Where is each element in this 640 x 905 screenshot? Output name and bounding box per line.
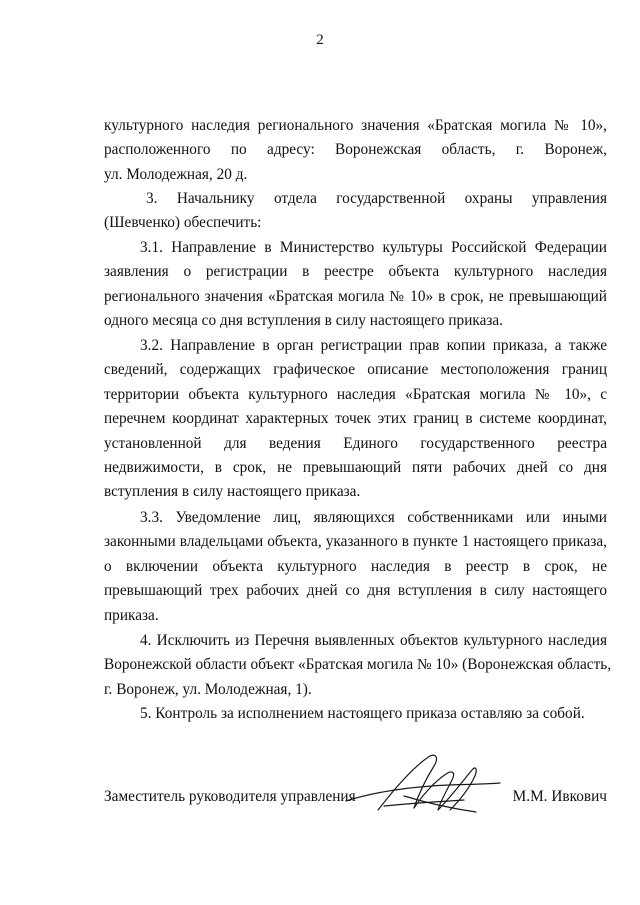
text-line: культурного наследия регионального значения «Братская могила № 10», [104, 117, 607, 134]
text-line: 4. Исключить из Перечня выявленных объектов культурного наследия [140, 632, 607, 649]
text-line: регионального значения «Братская могила № 10» в срок, не превышающий [104, 287, 607, 305]
text-line: расположенного по адресу: Воронежская область, г. Воронеж, [104, 141, 607, 159]
paragraph-point-3 [104, 187, 607, 236]
paragraph-point-4 [104, 629, 612, 702]
text-line: вступления в силу настоящего приказа. [104, 483, 361, 501]
text-line: территории объекта культурного наследия «Братская могила № 10», с [104, 385, 607, 403]
text-line: 3.3. Уведомление лиц, являющихся собственниками или иными [140, 509, 607, 526]
text-line: ул. Молодежная, 20 д. [104, 165, 248, 183]
text-line: законными владельцами объекта, указанного в пункте 1 настоящего приказа, [104, 533, 607, 551]
paragraph-point-3-3 [104, 506, 607, 628]
page-number: 2 [316, 32, 324, 48]
paragraph-point-3-2 [104, 334, 607, 505]
signatory-name: М.М. Ивкович [512, 788, 607, 805]
text-line: недвижимости, в срок, не превышающий пяти рабочих дней со дня [104, 459, 607, 477]
text-line: 3.1. Направление в Министерство культуры Российской Федерации [140, 239, 607, 256]
text-line: (Шевченко) обеспечить: [104, 214, 262, 232]
text-line: приказа. [104, 606, 159, 624]
text-line: сведений, содержащих графическое описание местоположения границ [104, 361, 607, 379]
text-line: Воронежской области объект «Братская могила № 10» (Воронежская область, [104, 656, 612, 674]
signatory-title: Заместитель руководителя управления [104, 788, 356, 805]
paragraph-point-3-1 [104, 236, 607, 334]
text-line: г. Воронеж, ул. Молодежная, 1). [104, 680, 312, 698]
handwritten-signature [344, 752, 504, 822]
text-line: заявления о регистрации в реестре объекта культурного наследия [104, 263, 607, 281]
text-line: 3.2. Направление в орган регистрации прав копии приказа, а также [140, 337, 607, 354]
signature-block [104, 786, 607, 808]
text-line: превышающий трех рабочих дней со дня вступления в силу настоящего [104, 582, 607, 600]
text-line: одного месяца со дня вступления в силу настоящего приказа. [104, 312, 504, 330]
text-line: установленной для ведения Единого государственного реестра [104, 434, 607, 452]
text-line: о включении объекта культурного наследия в реестр в срок, не [104, 557, 607, 575]
paragraph-point-5 [104, 702, 607, 726]
text-line: 5. Контроль за исполнением настоящего приказа оставляю за собой. [140, 705, 585, 722]
text-line: перечнем координат характерных точек этих границ в системе координат, [104, 410, 607, 428]
text-line: 3. Начальнику отдела государственной охраны управления [146, 190, 607, 207]
paragraph-intro [104, 114, 607, 187]
